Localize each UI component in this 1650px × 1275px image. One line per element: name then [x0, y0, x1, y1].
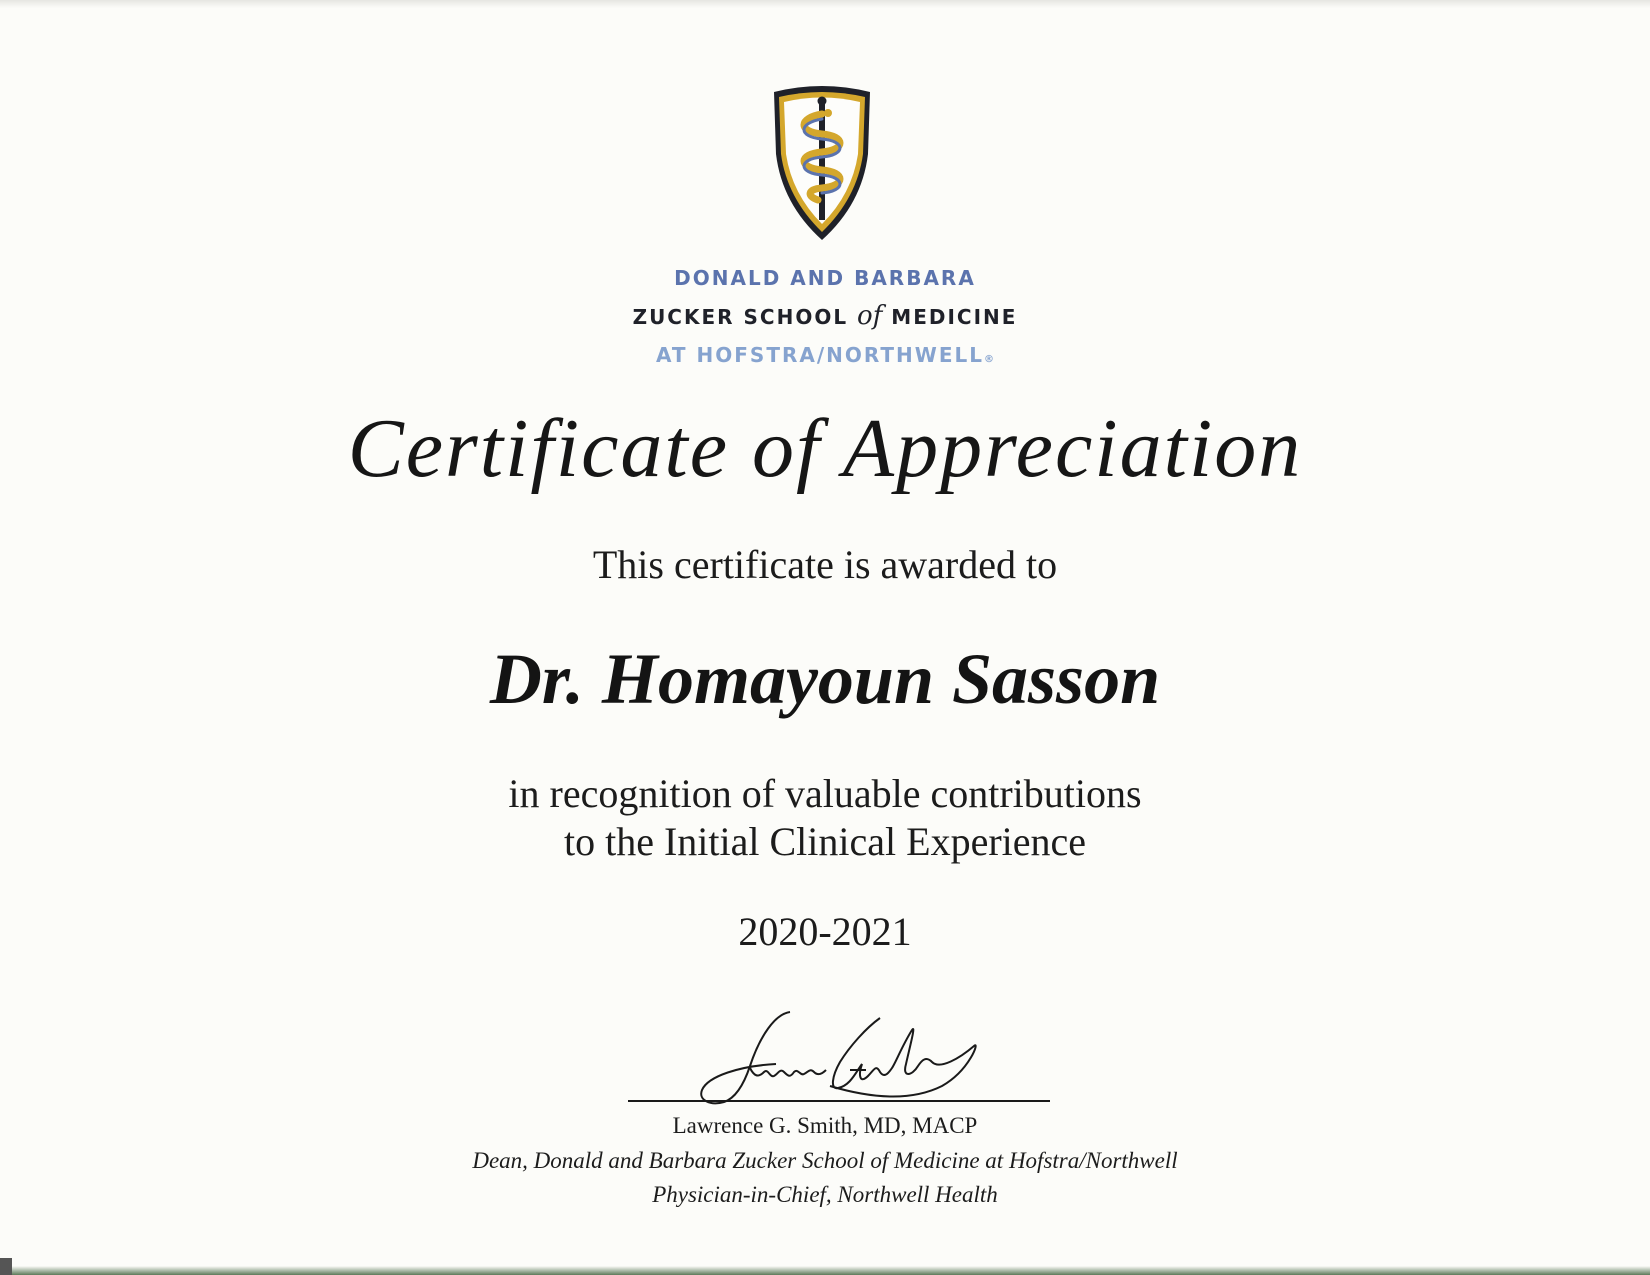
- school-name-hofstra: AT HOFSTRA/NORTHWELL: [656, 343, 984, 367]
- school-name-line-3: [0, 343, 1650, 367]
- school-name-zucker: ZUCKER SCHOOL: [632, 305, 849, 329]
- certificate-title: Certificate of Appreciation: [347, 402, 1303, 495]
- scan-corner-mark: [0, 1258, 12, 1275]
- signature-line: [628, 1100, 1050, 1102]
- school-name-line-2: [0, 301, 1650, 331]
- signer-title-dean: Dean, Donald and Barbara Zucker School of Medicine at Hofstra/Northwell: [472, 1148, 1178, 1173]
- school-name-of: of: [857, 301, 883, 331]
- caduceus-crest-icon: [768, 84, 876, 244]
- registered-mark: ®: [984, 354, 994, 365]
- recognition-line-1: in recognition of valuable contributions: [508, 771, 1142, 816]
- awarded-text: This certificate is awarded to: [592, 542, 1058, 587]
- recipient-name: Dr. Homayoun Sasson: [489, 639, 1161, 719]
- signer-name: Lawrence G. Smith, MD, MACP: [672, 1113, 978, 1138]
- signer-title-physician: Physician-in-Chief, Northwell Health: [652, 1182, 998, 1207]
- scan-bottom-edge: [0, 1266, 1650, 1275]
- recognition-line-2: to the Initial Clinical Experience: [563, 819, 1087, 864]
- scan-top-edge: [0, 0, 1650, 8]
- school-name-medicine: MEDICINE: [891, 305, 1018, 329]
- school-name-line-1: DONALD AND BARBARA: [674, 266, 976, 290]
- award-year: 2020-2021: [738, 909, 912, 954]
- signature-icon: [680, 1006, 990, 1114]
